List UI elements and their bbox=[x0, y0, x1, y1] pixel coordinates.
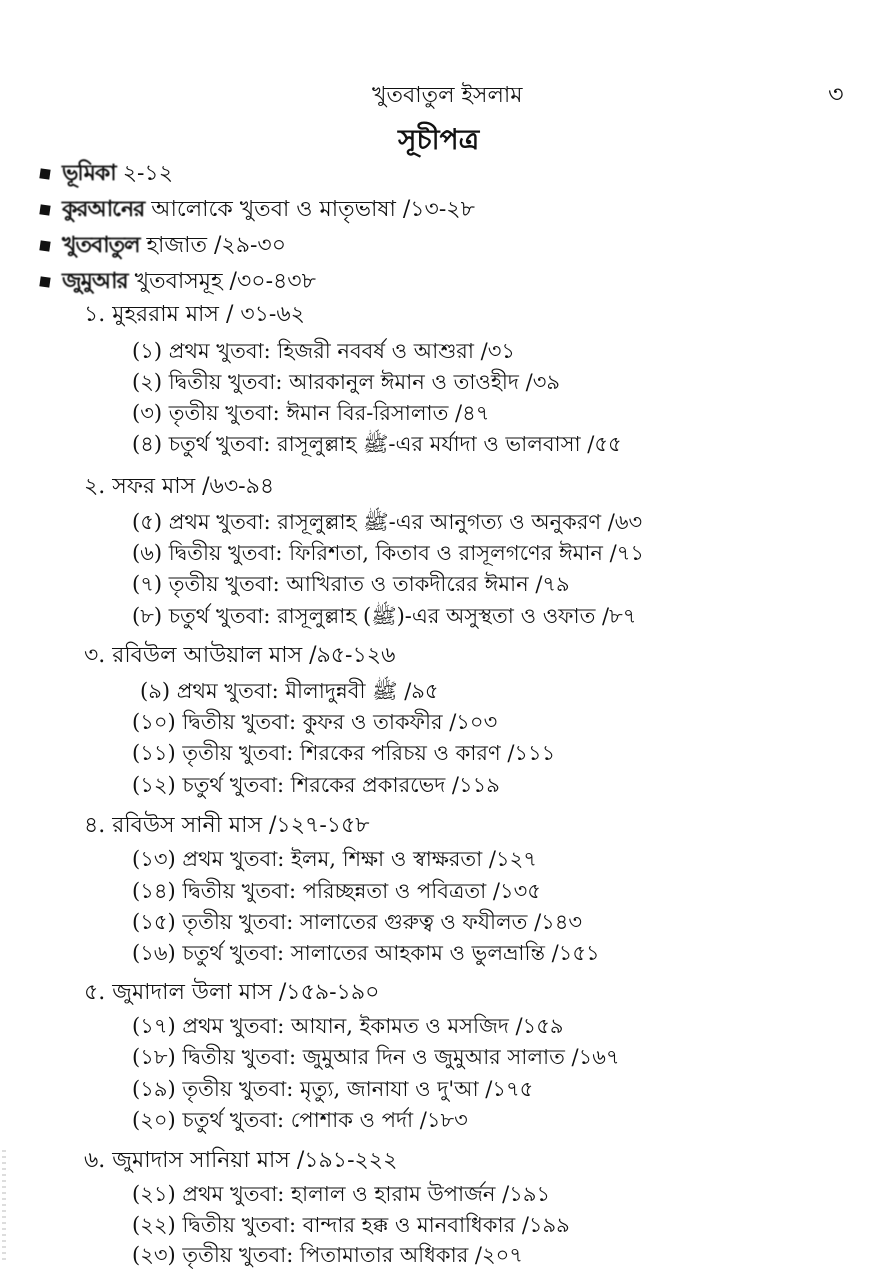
khutba-entry: (১৯) তৃতীয় খুতবা: মৃত্যু, জানাযা ও দু'আ /১৭৫ bbox=[132, 1077, 534, 1101]
khutba-entry: (৭) তৃতীয় খুতবা: আখিরাত ও তাকদীরের ঈমান /৭৯ bbox=[132, 572, 570, 596]
toc-entry bbox=[40, 196, 475, 223]
bullet-icon bbox=[39, 240, 50, 251]
month-heading: ৪. রবিউস সানী মাস /১২৭-১৫৮ bbox=[84, 813, 370, 838]
khutba-entry: (১) প্রথম খুতবা: হিজরী নববর্ষ ও আশুরা /৩১ bbox=[132, 339, 515, 363]
toc-entry bbox=[40, 232, 286, 259]
khutba-entry: (২) দ্বিতীয় খুতবা: আরকানুল ঈমান ও তাওহীদ /৩৯ bbox=[132, 370, 560, 394]
scan-edge-noise bbox=[2, 1150, 6, 1260]
smudged-word: জুমুআর bbox=[62, 268, 128, 294]
month-heading: ২. সফর মাস /৬৩-৯৪ bbox=[84, 474, 275, 499]
running-title: খুতবাতুল ইসলাম bbox=[372, 83, 523, 108]
khutba-entry: (৪) চতুর্থ খুতবা: রাসূলুল্লাহ ﷺ-এর মর্যাদা ও ভালবাসা /৫৫ bbox=[132, 432, 622, 456]
entry-text: আলোকে খুতবা ও মাতৃভাষা /১৩-২৮ bbox=[151, 197, 475, 222]
khutba-entry: (১৪) দ্বিতীয় খুতবা: পরিচ্ছন্নতা ও পবিত্রতা /১৩৫ bbox=[132, 879, 541, 903]
khutba-entry: (১০) দ্বিতীয় খুতবা: কুফর ও তাকফীর /১০৩ bbox=[132, 710, 498, 734]
toc-title: সূচীপত্র bbox=[398, 123, 480, 156]
entry-text: খুতবাসমূহ /৩০-৪৩৮ bbox=[134, 269, 316, 294]
khutba-entry: (২৩) তৃতীয় খুতবা: পিতামাতার অধিকার /২০৭ bbox=[132, 1243, 523, 1267]
khutba-entry: (১৮) দ্বিতীয় খুতবা: জুমুআর দিন ও জুমুআর সালাত /১৬৭ bbox=[132, 1045, 620, 1069]
khutba-entry: (১৬) চতুর্থ খুতবা: সালাতের আহকাম ও ভুলভ্রান্তি /১৫১ bbox=[132, 941, 600, 965]
bullet-icon bbox=[39, 204, 50, 215]
smudged-word: খুতবাতুল bbox=[62, 232, 140, 258]
khutba-entry: (৫) প্রথম খুতবা: রাসূলুল্লাহ ﷺ-এর আনুগত্য ও অনুকরণ /৬৩ bbox=[132, 510, 643, 534]
month-heading: ৩. রবিউল আউয়াল মাস /৯৫-১২৬ bbox=[84, 643, 396, 668]
khutba-entry: (১৭) প্রথম খুতবা: আযান, ইকামত ও মসজিদ /১৫৯ bbox=[132, 1014, 564, 1038]
month-heading: ১. মুহররাম মাস / ৩১-৬২ bbox=[84, 302, 305, 327]
khutba-entry: (১৩) প্রথম খুতবা: ইলম, শিক্ষা ও স্বাক্ষরতা /১২৭ bbox=[132, 847, 537, 871]
khutba-entry: (৬) দ্বিতীয় খুতবা: ফিরিশতা, কিতাব ও রাসূলগণের ঈমান /৭১ bbox=[132, 541, 644, 565]
bullet-icon bbox=[39, 168, 50, 179]
entry-text: ২-১২ bbox=[122, 161, 174, 186]
khutba-entry: (২১) প্রথম খুতবা: হালাল ও হারাম উপার্জন /১৯১ bbox=[132, 1182, 551, 1206]
entry-text: হাজাত /২৯-৩০ bbox=[146, 233, 287, 258]
smudged-word: কুরআনের bbox=[62, 196, 145, 222]
page-number: ৩ bbox=[828, 80, 844, 108]
khutba-entry: (১১) তৃতীয় খুতবা: শিরকের পরিচয় ও কারণ /১১১ bbox=[132, 741, 556, 765]
month-heading: ৫. জুমাদাল উলা মাস /১৫৯-১৯০ bbox=[84, 980, 380, 1005]
toc-entry bbox=[40, 160, 173, 187]
khutba-entry: (২২) দ্বিতীয় খুতবা: বান্দার হক্ক ও মানবাধিকার /১৯৯ bbox=[132, 1213, 570, 1237]
khutba-entry: (৩) তৃতীয় খুতবা: ঈমান বির-রিসালাত /৪৭ bbox=[132, 401, 490, 425]
month-heading: ৬. জুমাদাস সানিয়া মাস /১৯১-২২২ bbox=[84, 1148, 398, 1173]
khutba-entry: (১৫) তৃতীয় খুতবা: সালাতের গুরুত্ব ও ফযীলত /১৪৩ bbox=[132, 910, 583, 934]
khutba-entry: (৮) চতুর্থ খুতবা: রাসূলুল্লাহ (ﷺ)-এর অসুস্থতা ও ওফাত /৮৭ bbox=[132, 604, 637, 628]
khutba-entry: (২০) চতুর্থ খুতবা: পোশাক ও পর্দা /১৮৩ bbox=[132, 1108, 468, 1132]
bullet-icon bbox=[39, 276, 50, 287]
smudged-word: ভূমিকা bbox=[62, 160, 116, 186]
khutba-entry: (১২) চতুর্থ খুতবা: শিরকের প্রকারভেদ /১১৯ bbox=[132, 773, 500, 797]
toc-entry bbox=[40, 268, 316, 295]
khutba-entry: (৯) প্রথম খুতবা: মীলাদুন্নবী ﷺ /৯৫ bbox=[140, 679, 439, 703]
